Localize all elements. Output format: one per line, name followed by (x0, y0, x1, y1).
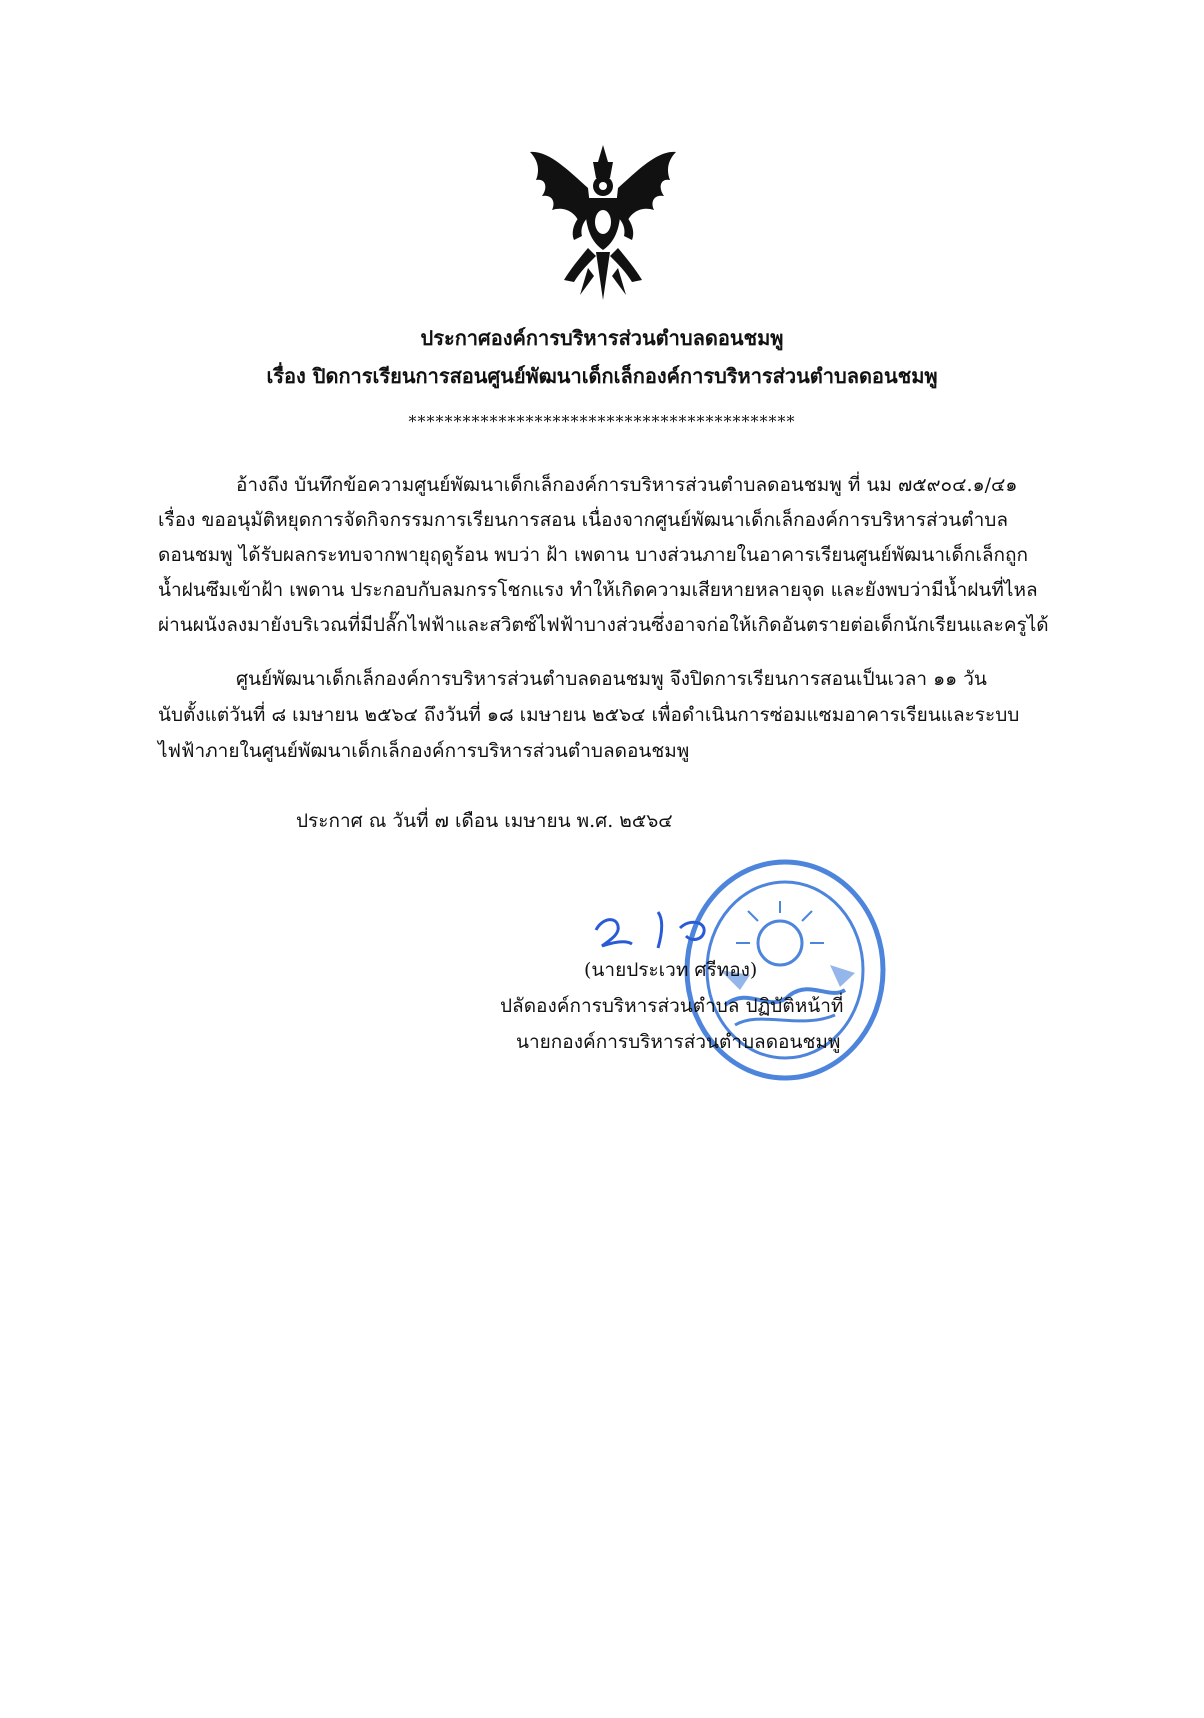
para2-line2: นับตั้งแต่วันที่ ๘ เมษายน ๒๕๖๔ ถึงวันที่ ๑๘ เมษายน ๒๕๖๔ เพื่อดำเนินการซ่อมแซมอาคารเรียนและระบบ (158, 704, 1020, 726)
signer-position-1: ปลัดองค์การบริหารส่วนตำบล ปฏิบัติหน้าที่ (500, 995, 844, 1017)
signer-name: (นายประเวท ศรีทอง) (584, 959, 758, 981)
handwritten-signature-icon (588, 900, 738, 960)
para2-line3: ไฟฟ้าภายในศูนย์พัฒนาเด็กเล็กองค์การบริหารส่วนตำบลดอนชมพู (158, 740, 690, 762)
para1-line1: อ้างถึง บันทึกข้อความศูนย์พัฒนาเด็กเล็กองค์การบริหารส่วนตำบลดอนชมพู ที่ นม ๗๕๙๐๔.๑/๔๑ (236, 474, 1018, 496)
para1-line3: ดอนชมพู ได้รับผลกระทบจากพายุฤดูร้อน พบว่า ฝ้า เพดาน บางส่วนภายในอาคารเรียนศูนย์พัฒนาเด็กเล็กถูก (158, 544, 1028, 566)
announcement-subject: เรื่อง ปิดการเรียนการสอนศูนย์พัฒนาเด็กเล็กองค์การบริหารส่วนตำบลดอนชมพู (266, 364, 938, 388)
signer-position-2: นายกองค์การบริหารส่วนตำบลดอนชมพู (516, 1031, 841, 1053)
para2-line1: ศูนย์พัฒนาเด็กเล็กองค์การบริหารส่วนตำบลดอนชมพู จึงปิดการเรียนการสอนเป็นเวลา ๑๑ วัน (236, 668, 987, 690)
garuda-emblem-icon (518, 140, 688, 308)
announce-date: ประกาศ ณ วันที่ ๗ เดือน เมษายน พ.ศ. ๒๕๖๔ (296, 810, 673, 832)
separator-line: ******************************************* (408, 412, 796, 431)
para1-line4: น้ำฝนซึมเข้าฝ้า เพดาน ประกอบกับลมกรรโชกแรง ทำให้เกิดความเสียหายหลายจุด และยังพบว่ามีน้ำฝนที่ไหล (158, 579, 1038, 601)
announcement-title: ประกาศองค์การบริหารส่วนตำบลดอนชมพู (420, 326, 784, 350)
para1-line5: ผ่านผนังลงมายังบริเวณที่มีปลั๊กไฟฟ้าและสวิตซ์ไฟฟ้าบางส่วนซึ่งอาจก่อให้เกิดอันตรายต่อเด็กนักเรียนและครูได้ (158, 614, 1049, 636)
para1-line2: เรื่อง ขออนุมัติหยุดการจัดกิจกรรมการเรียนการสอน เนื่องจากศูนย์พัฒนาเด็กเล็กองค์การบริหารส่วนตำบล (158, 509, 1009, 531)
